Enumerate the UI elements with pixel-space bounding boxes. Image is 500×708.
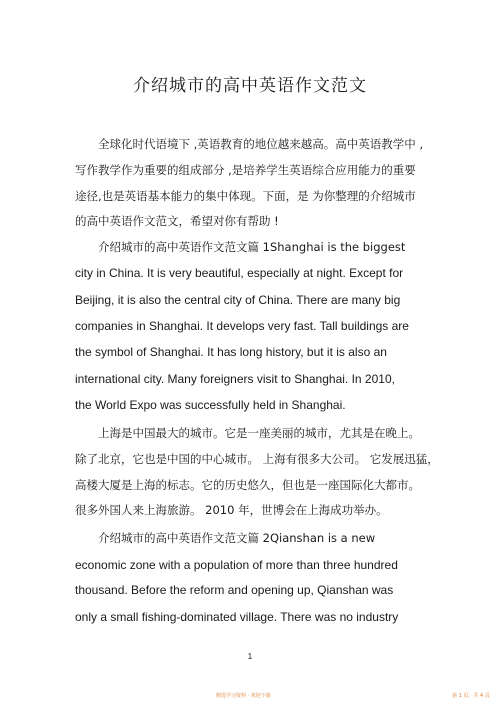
essay2-english-line-1: economic zone with a population of more than three hundred <box>75 558 398 572</box>
page-title: 介绍城市的高中英语作文范文 <box>133 76 367 96</box>
essay1-english-line-6: the World Expo was successfully held in Shanghai. <box>75 398 346 412</box>
essay1-chinese-line-1: 上海是中国最大的城市。它是一座美丽的城市，尤其是在晚上。 <box>98 426 420 440</box>
essay1-english-line-1: city in China. It is very beautiful, especially at night. Except for <box>75 266 404 280</box>
intro-line-3: 途径,也是英语基本能力的集中体现。下面，是 为你整理的介绍城市 <box>75 189 416 203</box>
intro-line-1: 全球化时代语境下 ,英语教育的地位越来越高。高中英语教学中 , <box>98 137 424 151</box>
essay1-english-line-5: international city. Many foreigners visit to Shanghai. In 2010, <box>75 372 395 386</box>
page-number: 1 <box>247 652 253 661</box>
essay2-english-line-2: thousand. Before the reform and opening up, Qianshan was <box>75 583 394 597</box>
intro-line-2: 写作教学作为重要的组成部分 ,是培养学生英语综合应用能力的重要 <box>75 163 416 177</box>
essay1-chinese-line-3: 高楼大厦是上海的标志。它的历史悠久，但也是一座国际化大都市。 <box>75 478 420 492</box>
essay2-english-line-3: only a small fishing-dominated village. There was no industry <box>75 610 399 624</box>
essay1-english-line-3: companies in Shanghai. It develops very fast. Tall buildings are <box>75 319 409 333</box>
essay1-english-line-4: the symbol of Shanghai. It has long history, but it is also an <box>75 345 387 359</box>
essay1-heading-line: 介绍城市的高中英语作文范文篇 1Shanghai is the biggest <box>98 240 406 254</box>
essay1-chinese-line-4: 很多外国人来上海旅游。 2010 年，世博会在上海成功举办。 <box>75 503 388 517</box>
essay2-heading-line: 介绍城市的高中英语作文范文篇 2Qianshan is a new <box>98 531 376 545</box>
footer-watermark: 精选学习资料 · 欢迎下载 <box>216 693 271 699</box>
essay1-english-line-2: Beijing, it is also the central city of China. There are many big <box>75 293 401 307</box>
essay1-chinese-line-2: 除了北京，它也是中国的中心城市。 上海有很多大公司。 它发展迅猛， <box>75 452 439 466</box>
footer-page-info: 第 1 页，共 4 页 <box>452 693 490 699</box>
intro-line-4: 的高中英语作文范文，希望对你有帮助 ! <box>75 214 279 228</box>
